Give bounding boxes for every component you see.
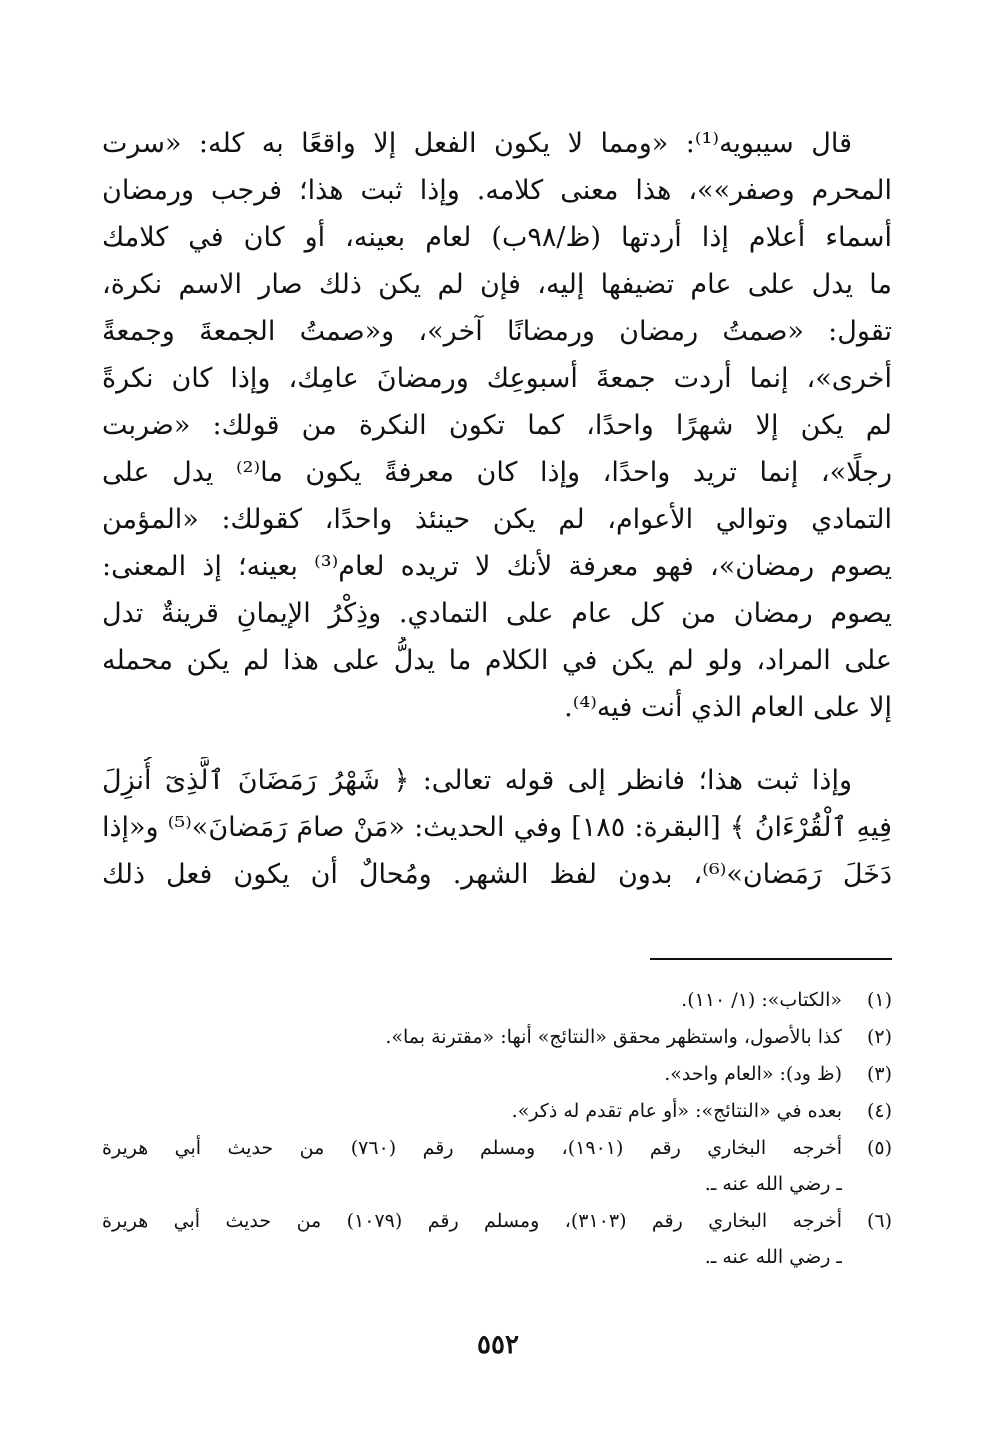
footnote-number: (٢) [866, 1026, 892, 1048]
text-line: قال سيبويه⁽¹⁾: «ومما لا يكون الفعل إلا واقعًا به كله: «سرت [102, 128, 852, 159]
text-line: رجلًا»، إنما تريد واحدًا، وإذا كان معرفةً يكون ما⁽²⁾ يدل على [102, 457, 892, 488]
footnote [102, 1130, 892, 1202]
text-line: أسماء أعلام إذا أردتها (ظ/٩٨ب) لعام بعينه، أو كان في كلامك [102, 222, 892, 253]
footnote-number: (٦) [866, 1210, 892, 1232]
footnote-text: أخرجه البخاري رقم (٣١٠٣)، ومسلم رقم (١٠٧٩) من حديث أبي هريرة [102, 1210, 842, 1232]
footnote [102, 1019, 892, 1055]
footnote-text: كذا بالأصول، واستظهر محقق «النتائج» أنها: «مقترنة بما». [385, 1026, 842, 1048]
footnote [102, 982, 892, 1018]
footnote-number: (١) [866, 989, 892, 1011]
text-line: على المراد، ولو لم يكن في الكلام ما يدلُّ على هذا لم يكن محمله [102, 645, 892, 676]
text-line: تقول: «صمتُ رمضان ورمضانًا آخر»، و«صمتُ الجمعةَ وجمعةً [102, 316, 892, 347]
footnote-text: (ظ ود): «العام واحد». [664, 1063, 842, 1085]
footnote-text: ـ رضي الله عنه ـ. [704, 1173, 842, 1195]
footnote-text: أخرجه البخاري رقم (١٩٠١)، ومسلم رقم (٧٦٠) من حديث أبي هريرة [102, 1137, 842, 1159]
footnote-number: (٥) [866, 1137, 892, 1159]
text-line: لم يكن إلا شهرًا واحدًا، كما تكون النكرة من قولك: «ضربت [102, 410, 892, 441]
footnote-divider [650, 958, 892, 960]
footnote-number: (٤) [866, 1100, 892, 1122]
footnote [102, 1056, 892, 1092]
footnote-number: (٣) [866, 1063, 892, 1085]
text-line: يصوم رمضان»، فهو معرفة لأنك لا تريده لعام⁽³⁾ بعينه؛ إذ المعنى: [102, 551, 892, 582]
text-line: فِيهِ ٱلْقُرْءَانُ ﴾ [البقرة: ١٨٥] وفي الحديث: «مَنْ صامَ رَمَضانَ»⁽⁵⁾ و«إذا [102, 812, 892, 843]
text-line: وإذا ثبت هذا؛ فانظر إلى قوله تعالى: ﴿ شَهْرُ رَمَضَانَ ٱلَّذِىٓ أُنزِلَ [102, 765, 852, 796]
footnote-text: بعده في «النتائج»: «أو عام تقدم له ذكر». [511, 1100, 842, 1122]
text-line: المحرم وصفر»»، هذا معنى كلامه. وإذا ثبت هذا؛ فرجب ورمضان [102, 175, 892, 206]
main-text [102, 120, 892, 898]
page-number: ٥٥٢ [477, 1330, 519, 1360]
footnotes [102, 982, 892, 1275]
footnote-text: «الكتاب»: (١/ ١١٠). [681, 989, 842, 1011]
text-line: ما يدل على عام تضيفها إليه، فإن لم يكن ذلك صار الاسم نكرة، [102, 269, 892, 300]
footnote [102, 1093, 892, 1129]
footnote-text: ـ رضي الله عنه ـ. [704, 1246, 842, 1268]
text-line: يصوم رمضان من كل عام على التمادي. وذِكْرُ الإيمانِ قرينةٌ تدل [102, 598, 892, 629]
footnote [102, 1203, 892, 1275]
text-line: أخرى»، إنما أردت جمعةَ أسبوعِك ورمضانَ عامِك، وإذا كان نكرةً [102, 363, 892, 394]
text-line: دَخَلَ رَمَضان»⁽⁶⁾، بدون لفظ الشهر. ومُحالٌ أن يكون فعل ذلك [102, 859, 892, 890]
text-line: إلا على العام الذي أنت فيه⁽⁴⁾. [564, 692, 892, 723]
text-line: التمادي وتوالي الأعوام، لم يكن حينئذ واحدًا، كقولك: «المؤمن [102, 504, 892, 535]
